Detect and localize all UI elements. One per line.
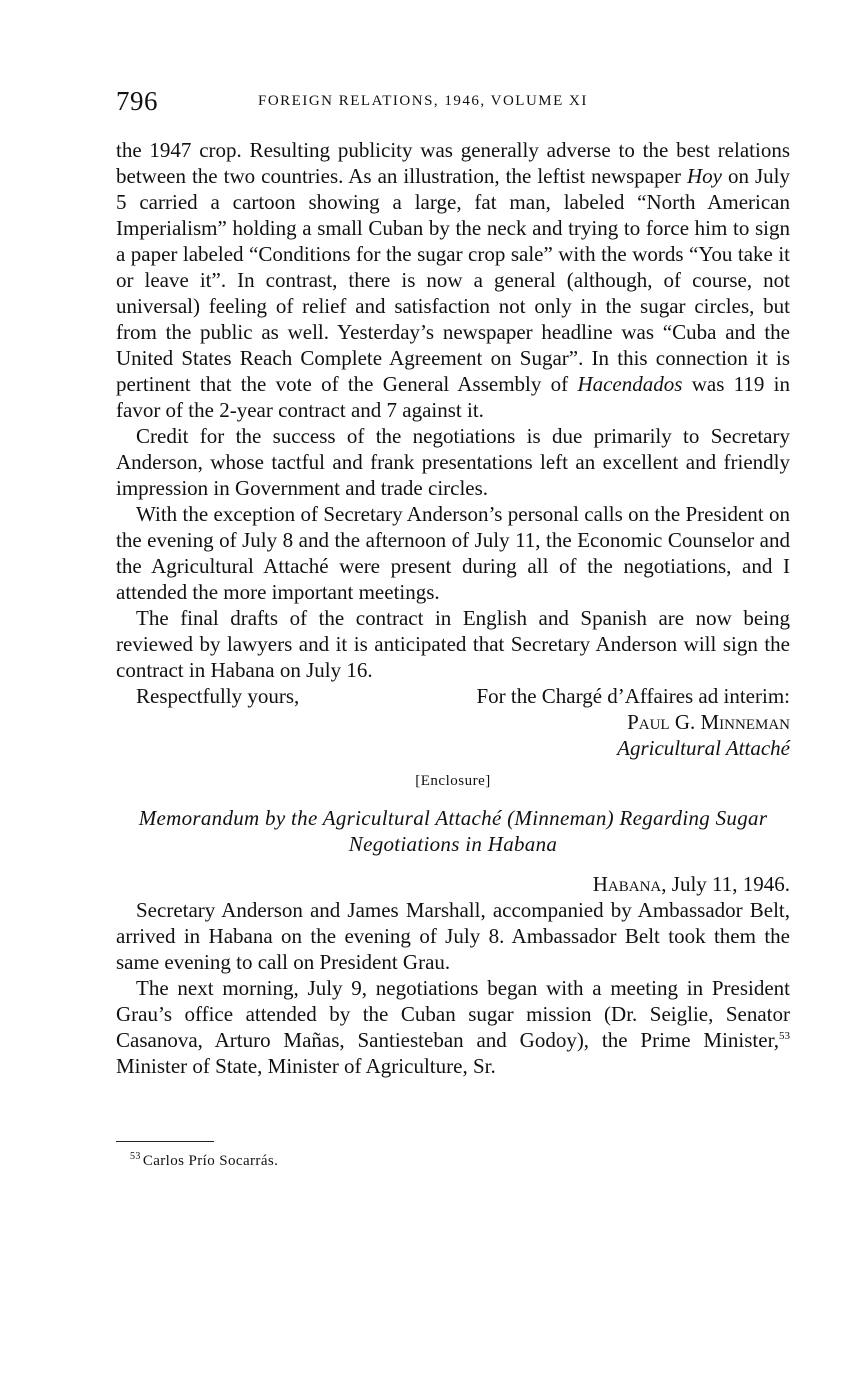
letter-paragraph-2: Credit for the success of the negotiations is due primarily to Secretary Anderson, whose tactful and frank presentations left an excellent and friendly impression in Government and trade circles. — [116, 424, 790, 500]
memo-place: Habana — [592, 872, 662, 896]
memo-paragraph-2-part-b: Minister of State, Minister of Agriculture, Sr. — [116, 1054, 496, 1078]
memo-body — [116, 897, 790, 1079]
signer-title: Agricultural Attaché — [617, 736, 790, 760]
signer-name: Paul G. Minneman — [627, 710, 790, 734]
signature-line — [116, 683, 790, 709]
letter-paragraph-4: The final drafts of the contract in English and Spanish are now being reviewed by lawyers and it is anticipated that Secretary Anderson will sign the contract in Habana on July 16. — [116, 606, 790, 682]
body-text — [116, 137, 790, 1079]
memo-paragraph-1: Secretary Anderson and James Marshall, accompanied by Ambassador Belt, arrived in Habana on the evening of July 8. Ambassador Belt took them the same evening to call on President Grau. — [116, 898, 790, 974]
footnote-reference: 53 — [779, 1030, 790, 1042]
running-head: FOREIGN RELATIONS, 1946, VOLUME XI — [258, 93, 588, 109]
memo-title: Memorandum by the Agricultural Attaché (Minneman) Regarding Sugar Negotiations in Habana — [138, 806, 768, 856]
footnote-number: 53 — [130, 1151, 141, 1162]
letter-paragraph-1-part-a: the 1947 crop. Resulting publicity was generally adverse to the best relations between the two countries. As an illustration, the leftist newspaper — [116, 138, 790, 188]
hacendados-term: Hacendados — [577, 372, 683, 396]
letter-paragraph-1-part-c: was 119 in favor of the 2-year contract and 7 against it. — [116, 372, 790, 422]
page-number: 796 — [116, 86, 158, 116]
newspaper-name-hoy: Hoy — [686, 164, 722, 188]
memo-place-date — [116, 871, 790, 897]
closing-salutation: Respectfully yours, — [136, 684, 300, 708]
footnote — [130, 1153, 278, 1170]
enclosure-label: [Enclosure] — [415, 773, 491, 789]
memo-date: , July 11, 1946. — [661, 872, 790, 896]
letter-paragraph-1 — [116, 137, 790, 423]
letter-paragraph-3: With the exception of Secretary Anderson’s personal calls on the President on the evening of July 8 and the afternoon of July 11, the Economic Counselor and the Agricultural Attaché were present during all of the negotiations, and I attended the more important meetings. — [116, 502, 790, 604]
memo-paragraph-2 — [116, 975, 790, 1079]
footnote-divider — [116, 1141, 214, 1142]
memo-paragraph-2-part-a: The next morning, July 9, negotiations began with a meeting in President Grau’s office attended by the Cuban sugar mission (Dr. Seiglie, Senator Casanova, Arturo Mañas, Santiesteban and Godoy), the Prime Minister, — [116, 976, 790, 1052]
for-charge-line: For the Chargé d’Affaires ad interim: — [476, 684, 790, 708]
page-header — [116, 86, 790, 126]
footnote-text: Carlos Prío Socarrás. — [142, 1153, 279, 1169]
letter-paragraph-1-part-b: on July 5 carried a cartoon showing a large, fat man, labeled “North American Imperialism” holding a small Cuban by the neck and trying to force him to sign a paper labeled “Conditions for the sugar crop sale” with the words “You take it or leave it”. In contrast, there is now a general (although, of course, not universal) feeling of relief and satisfaction not only in the sugar circles, but from the public as well. Yesterday’s newspaper headline was “Cuba and the United States Reach Complete Agreement on Sugar”. In this connection it is pertinent that the vote of the General Assembly of — [116, 164, 790, 396]
